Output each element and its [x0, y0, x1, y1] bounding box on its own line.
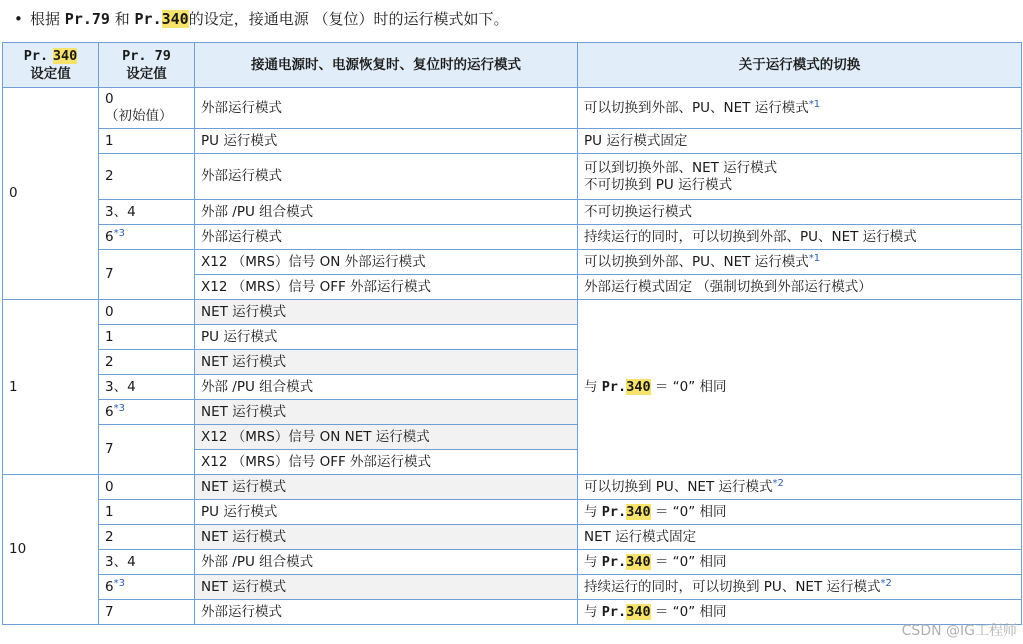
switch-text: 可以到切换外部、NET 运行模式 [584, 159, 778, 176]
switch-cell: PU 运行模式固定 [578, 129, 1022, 154]
same-text: ＝ “0” 相同 [654, 378, 727, 395]
pr79-code: 3、4 [99, 550, 195, 575]
same-text: ＝ “0” 相同 [654, 553, 727, 570]
mode-cell: X12 （MRS）信号 OFF 外部运行模式 [195, 450, 578, 475]
table-row [3, 600, 1022, 625]
pr79-code: 7 [99, 600, 195, 625]
param-79: 79 [91, 10, 110, 28]
pr340-value-0: 0 [3, 88, 99, 300]
switch-cell: 持续运行的同时，可以切换到外部、PU、NET 运行模式 [578, 225, 1022, 250]
switch-cell [578, 575, 1022, 600]
pr79-code: 7 [99, 425, 195, 475]
mode-cell: NET 运行模式 [195, 350, 578, 375]
table-row [3, 200, 1022, 225]
pr79-code [99, 88, 195, 129]
switch-cell: 外部运行模式固定 （强制切换到外部运行模式） [578, 275, 1022, 300]
table-row [3, 500, 1022, 525]
mode-cell: 外部 /PU 组合模式 [195, 550, 578, 575]
pr340-value-1: 1 [3, 300, 99, 475]
switch-cell [578, 475, 1022, 500]
code: 6 [105, 403, 114, 420]
pr79-code: 1 [99, 500, 195, 525]
mode-cell: 外部运行模式 [195, 88, 578, 129]
mode-cell: 外部运行模式 [195, 600, 578, 625]
bullet: • [14, 10, 23, 28]
pr340-value-10: 10 [3, 475, 99, 625]
code-initial: （初始值） [105, 108, 173, 124]
same-text: ＝ “0” 相同 [654, 603, 727, 620]
header-sub: 设定值 [30, 66, 71, 82]
header-pr79 [99, 43, 195, 88]
table-row [3, 88, 1022, 129]
footnote-ref[interactable]: *3 [113, 227, 125, 239]
footnote-ref[interactable]: *3 [113, 577, 125, 589]
table-row [3, 225, 1022, 250]
same-340-highlight: 340 [626, 378, 651, 395]
intro-text: 的设定，接通电源 （复位）时的运行模式如下。 [188, 10, 509, 28]
header-340-highlight: 340 [52, 48, 78, 64]
pr79-code: 1 [99, 129, 195, 154]
intro-text: 根据 [30, 10, 61, 28]
header-switch: 关于运行模式的切换 [578, 43, 1022, 88]
code: 0 [105, 91, 114, 107]
mode-cell: X12 （MRS）信号 OFF 外部运行模式 [195, 275, 578, 300]
pr79-code: 3、4 [99, 200, 195, 225]
header-sub: 设定值 [126, 66, 167, 82]
pr79-code [99, 400, 195, 425]
same-pr: Pr. [601, 553, 627, 570]
same-340-highlight: 340 [626, 503, 651, 520]
footnote-ref[interactable]: *1 [808, 98, 821, 110]
switch-text: 持续运行的同时，可以切换到 PU、NET 运行模式 [584, 578, 881, 595]
header-pr: Pr. [23, 48, 49, 64]
switch-cell-same [578, 550, 1022, 575]
footnote-ref[interactable]: *2 [772, 477, 784, 489]
table-row [3, 300, 1022, 325]
header-mode: 接通电源时、电源恢复时、复位时的运行模式 [195, 43, 578, 88]
table-row [3, 475, 1022, 500]
param-pr: Pr. [134, 10, 162, 28]
pr79-code: 2 [99, 525, 195, 550]
same-pr: Pr. [601, 378, 627, 395]
table-row [3, 550, 1022, 575]
same-text: 与 [584, 503, 598, 520]
table-row [3, 250, 1022, 275]
footnote-ref[interactable]: *2 [880, 577, 892, 589]
table-row [3, 575, 1022, 600]
switch-text: 不可切换到 PU 运行模式 [584, 176, 733, 193]
mode-cell: X12 （MRS）信号 ON 外部运行模式 [195, 250, 578, 275]
switch-cell [578, 250, 1022, 275]
footnote-ref[interactable]: *3 [113, 402, 125, 414]
mode-cell: 外部运行模式 [195, 154, 578, 200]
pr79-code: 0 [99, 475, 195, 500]
switch-cell: 不可切换运行模式 [578, 200, 1022, 225]
switch-text: 可以切换到外部、PU、NET 运行模式 [584, 99, 809, 116]
switch-cell-same [578, 300, 1022, 475]
mode-cell: PU 运行模式 [195, 129, 578, 154]
same-340-highlight: 340 [626, 553, 651, 570]
mode-cell: 外部 /PU 组合模式 [195, 375, 578, 400]
table-row [3, 129, 1022, 154]
same-text: 与 [584, 553, 598, 570]
pr79-code: 1 [99, 325, 195, 350]
mode-cell: NET 运行模式 [195, 300, 578, 325]
code: 6 [105, 228, 114, 245]
mode-cell: NET 运行模式 [195, 525, 578, 550]
operation-mode-table [2, 42, 1022, 625]
pr79-code: 7 [99, 250, 195, 300]
mode-cell: NET 运行模式 [195, 575, 578, 600]
mode-cell: 外部 /PU 组合模式 [195, 200, 578, 225]
header-pr79-label: Pr. 79 [122, 48, 171, 64]
mode-cell: PU 运行模式 [195, 500, 578, 525]
header-pr340 [3, 43, 99, 88]
param-340-highlight: 340 [161, 10, 189, 28]
mode-cell: X12 （MRS）信号 ON NET 运行模式 [195, 425, 578, 450]
code: 6 [105, 578, 114, 595]
same-340-highlight: 340 [626, 603, 651, 620]
same-pr: Pr. [601, 603, 627, 620]
footnote-ref[interactable]: *1 [808, 252, 821, 264]
switch-cell [578, 88, 1022, 129]
same-text: 与 [584, 603, 598, 620]
pr79-code [99, 575, 195, 600]
switch-cell-same [578, 500, 1022, 525]
same-pr: Pr. [601, 503, 627, 520]
param-pr: Pr. [64, 10, 92, 28]
pr79-code: 2 [99, 350, 195, 375]
switch-cell [578, 154, 1022, 200]
pr79-code: 2 [99, 154, 195, 200]
intro-sentence [14, 9, 509, 29]
watermark: CSDN @IG工程师 [901, 623, 1017, 639]
mode-cell: 外部运行模式 [195, 225, 578, 250]
mode-cell: NET 运行模式 [195, 475, 578, 500]
pr79-code: 0 [99, 300, 195, 325]
mode-cell: NET 运行模式 [195, 400, 578, 425]
table-header-row [3, 43, 1022, 88]
switch-cell: NET 运行模式固定 [578, 525, 1022, 550]
pr79-code: 3、4 [99, 375, 195, 400]
table-row [3, 525, 1022, 550]
pr79-code [99, 225, 195, 250]
switch-text: 可以切换到外部、PU、NET 运行模式 [584, 253, 809, 270]
table-row [3, 154, 1022, 200]
intro-text: 和 [114, 10, 130, 28]
mode-cell: PU 运行模式 [195, 325, 578, 350]
same-text: 与 [584, 378, 598, 395]
switch-text: 可以切换到 PU、NET 运行模式 [584, 478, 773, 495]
same-text: ＝ “0” 相同 [654, 503, 727, 520]
